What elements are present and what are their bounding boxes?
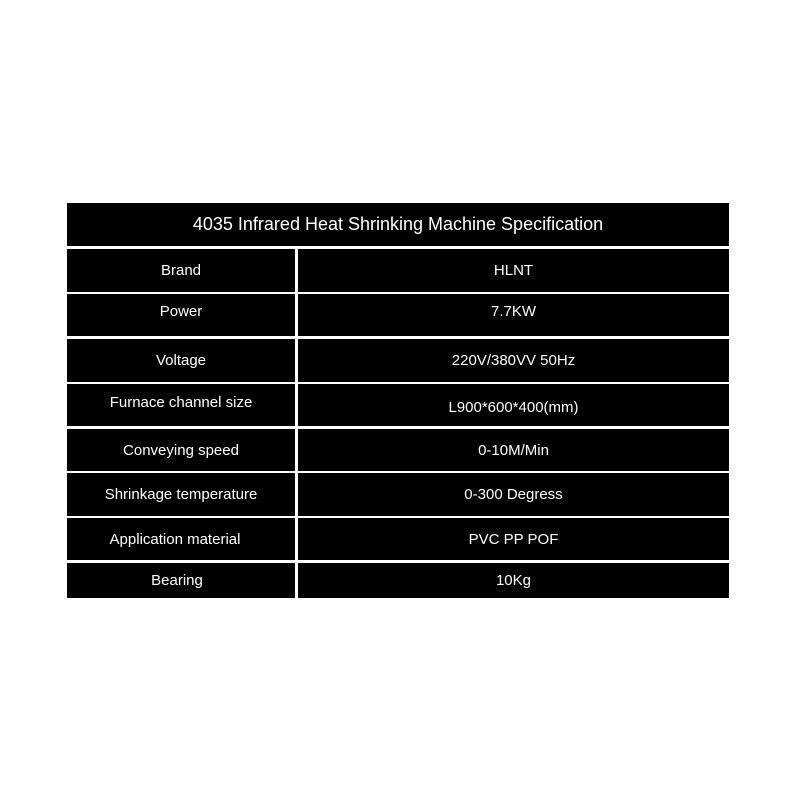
table-row [67,339,729,382]
row-value: L900*600*400(mm) [298,384,729,426]
table-row [67,473,729,516]
table-row [67,563,729,598]
specification-table [67,203,729,598]
row-value: 0-300 Degress [298,473,729,516]
row-value: 10Kg [298,563,729,598]
row-label: Shrinkage temperature [67,473,295,516]
row-label: Voltage [67,339,295,382]
row-value: PVC PP POF [298,518,729,560]
table-row [67,518,729,560]
row-value: 220V/380VV 50Hz [298,339,729,382]
row-value: 7.7KW [298,294,729,336]
table-title: 4035 Infrared Heat Shrinking Machine Specification [67,203,729,246]
row-value: HLNT [298,249,729,292]
table-row [67,249,729,292]
row-value: 0-10M/Min [298,429,729,471]
row-label: Conveying speed [67,429,295,471]
table-row [67,294,729,336]
row-label: Bearing [67,563,295,598]
row-label: Power [67,294,295,336]
table-row [67,429,729,471]
row-label: Furnace channel size [67,384,295,426]
table-row [67,384,729,426]
row-label: Application material [67,518,295,560]
row-label: Brand [67,249,295,292]
